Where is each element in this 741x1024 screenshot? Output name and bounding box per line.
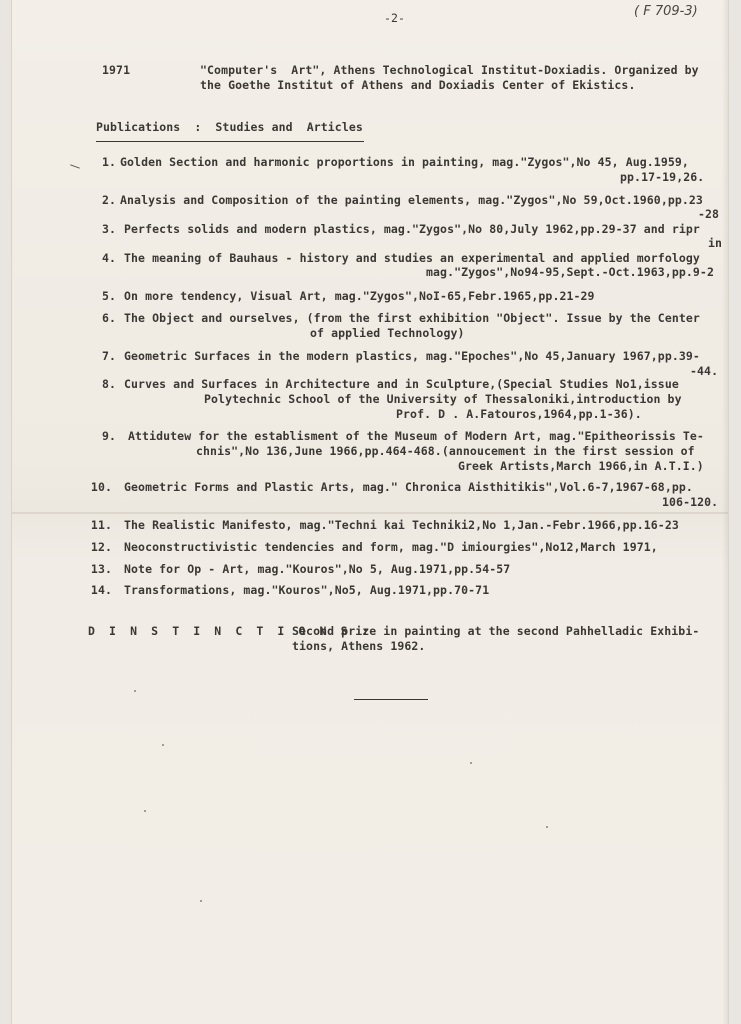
pub-line: Note for Op - Art, mag."Kouros",No 5, Aug.1971,pp.54-57 (124, 562, 511, 576)
pub-line: Transformations, mag."Kouros",No5, Aug.1971,pp.70-71 (124, 583, 490, 597)
paper-speck (546, 826, 548, 828)
pub-number: 2. (101, 193, 116, 207)
heading-underline (96, 141, 364, 142)
exhibition-line-2: the Goethe Institut of Athens and Doxiadis Center of Ekistics. (200, 78, 636, 92)
pub-line: Perfects solids and modern plastics, mag."Zygos",No 80,July 1962,pp.29-37 and ripr (124, 222, 700, 236)
pub-line: mag."Zygos",No94-95,Sept.-Oct.1963,pp.9-2 (426, 265, 714, 279)
distinction-line-1: Second prize in painting at the second Pahhelladic Exhibi- (292, 624, 700, 638)
pub-number: 11. (90, 518, 112, 532)
exhibition-line-1: "Computer's Art", Athens Technological Institut-Doxiadis. Organized by (200, 63, 699, 77)
pub-number: 13. (90, 562, 112, 576)
pub-line: Neoconstructivistic tendencies and form, mag."D imiourgies",No12,March 1971, (124, 540, 658, 554)
pub-line: of applied Technology) (310, 326, 465, 340)
paper-speck (200, 900, 202, 902)
pub-number: 8. (101, 377, 116, 391)
pub-number: 3. (101, 222, 116, 236)
pub-line: Analysis and Composition of the painting elements, mag."Zygos",No 59,Oct.1960,pp.23 (120, 193, 703, 207)
handwritten-reference: ( F 709-3) (634, 4, 698, 19)
pub-line: Attidutew for the establisment of the Museum of Modern Art, mag."Epitheorissis Te- (128, 429, 704, 443)
paper-fold (12, 512, 728, 514)
pub-line: Geometric Forms and Plastic Arts, mag." Chronica Aisthitikis",Vol.6-7,1967-68,pp. (124, 480, 693, 494)
document-page (12, 0, 728, 1024)
pub-line: Polytechnic School of the University of Thessaloniki,introduction by (204, 392, 682, 406)
pub-line: in (708, 236, 723, 250)
paper-edge-shadow (722, 0, 728, 1024)
pub-line: -44. (690, 364, 719, 378)
publications-heading: Publications : Studies and Articles (96, 120, 363, 134)
distinction-line-2: tions, Athens 1962. (292, 639, 426, 653)
paper-speck (134, 690, 136, 692)
pub-line: Golden Section and harmonic proportions in painting, mag."Zygos",No 45, Aug.1959, (120, 155, 689, 169)
pub-number: 7. (101, 349, 116, 363)
page-number: -2- (384, 11, 406, 25)
pub-line: The meaning of Bauhaus - history and studies an experimental and applied morfology (124, 251, 700, 265)
pub-number: 10. (90, 480, 112, 494)
distinctions-label: D I N S T I N C T I O N S : (88, 624, 373, 638)
pub-line: Geometric Surfaces in the modern plastics, mag."Epoches",No 45,January 1967,pp.39- (124, 349, 700, 363)
pub-line: The Realistic Manifesto, mag."Techni kai Techniki2,No 1,Jan.-Febr.1966,pp.16-23 (124, 518, 679, 532)
pub-line: -28 (698, 207, 720, 221)
exhibition-year: 1971 (102, 63, 131, 77)
pub-number: 6. (101, 311, 116, 325)
pub-line: chnis",No 136,June 1966,pp.464-468.(annoucement in the first session of (196, 444, 695, 458)
pub-number: 12. (90, 540, 112, 554)
paper-speck (162, 744, 164, 746)
paper-speck (470, 762, 472, 764)
pub-number: 9. (101, 429, 116, 443)
pub-number: 5. (101, 289, 116, 303)
pub-line: The Object and ourselves, (from the first exhibition "Object". Issue by the Center (124, 311, 700, 325)
paper-speck (144, 810, 146, 812)
pub-line: Curves and Surfaces in Architecture and in Sculpture,(Special Studies No1,issue (124, 377, 679, 391)
pub-number: 14. (90, 583, 112, 597)
pub-line: pp.17-19,26. (620, 170, 705, 184)
pub-line: Prof. D . A.Fatouros,1964,pp.1-36). (396, 407, 642, 421)
pub-number: 1. (101, 155, 116, 169)
margin-pencil-mark (70, 164, 80, 168)
pub-line: On more tendency, Visual Art, mag."Zygos",NoI-65,Febr.1965,pp.21-29 (124, 289, 595, 303)
pub-line: Greek Artists,March 1966,in A.T.I.) (458, 459, 704, 473)
pub-number: 4. (101, 251, 116, 265)
pub-line: 106-120. (662, 495, 719, 509)
closing-rule (354, 699, 428, 700)
